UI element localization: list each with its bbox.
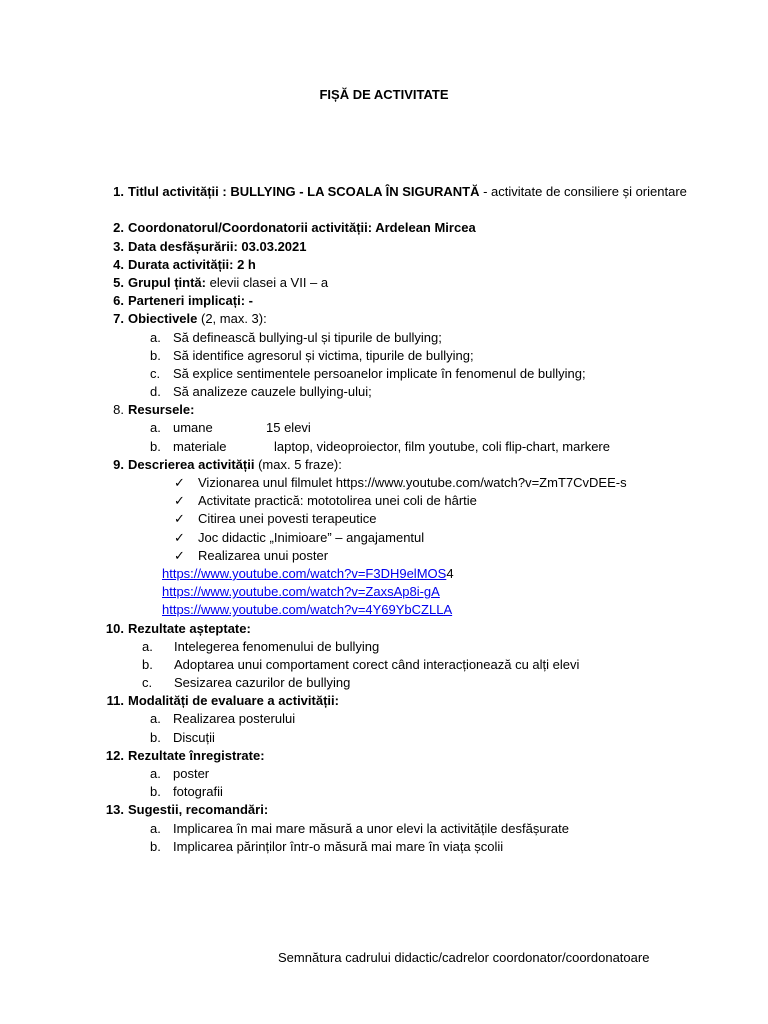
sub-text: Adoptarea unui comportament corect când interacționează cu alți elevi (174, 656, 580, 672)
sub-letter: a. (150, 420, 161, 436)
item-value: - activitate de consiliere și orientare (479, 184, 687, 199)
list-item-target-group (104, 274, 704, 292)
list-item-date (104, 238, 704, 256)
item-number: 9. (113, 456, 124, 472)
sub-item (142, 674, 704, 692)
list-item-recorded-results (104, 747, 704, 765)
sub-text: fotografii (173, 784, 223, 800)
sub-letter: a. (150, 329, 161, 345)
sub-letter: b. (150, 838, 161, 854)
item-number: 5. (113, 274, 124, 290)
sub-item (150, 783, 704, 801)
sub-item (150, 347, 704, 365)
sub-item (150, 710, 704, 728)
item-text (128, 401, 704, 419)
sub-letter: a. (150, 766, 161, 782)
sub-letter: b. (150, 729, 161, 745)
video-link[interactable]: https://www.youtube.com/watch?v=4Y69YbCZLLA (162, 602, 453, 618)
sub-text: Implicarea părinților într-o măsură mai mare în viața școlii (173, 838, 504, 854)
list-item-coordinator (104, 219, 704, 237)
sub-letter: b. (150, 438, 161, 454)
sub-item (150, 365, 704, 383)
item-number: 3. (113, 238, 124, 254)
item-label: Titlul activității : BULLYING - LA SCOALA ÎN SIGURANTĂ (128, 184, 480, 199)
video-link-row (162, 583, 704, 601)
check-item (174, 510, 704, 528)
video-link-row (162, 601, 704, 619)
check-item (174, 492, 704, 510)
sub-text: Să explice sentimentele persoanelor implicate în fenomenul de bullying; (173, 365, 586, 381)
page-title: FIȘĂ DE ACTIVITATE (319, 87, 449, 102)
sub-letter: a. (150, 711, 161, 727)
item-number: 2. (113, 220, 124, 236)
sub-item (150, 383, 704, 401)
checkmark-icon: ✓ (174, 511, 185, 527)
sub-text: Realizarea posterului (173, 711, 296, 727)
item-label: Rezultate înregistrate: (128, 747, 265, 763)
item-text (128, 310, 704, 328)
check-text: Joc didactic „Inimioare” – angajamentul (198, 529, 425, 545)
sub-item (150, 438, 704, 456)
sub-text: Implicarea în mai mare măsură a unor elevi la activitățile desfășurate (173, 820, 569, 836)
checkmark-icon: ✓ (174, 493, 185, 509)
item-text (128, 238, 704, 256)
item-label: Descrierea activității (128, 456, 255, 472)
item-number: 12. (105, 747, 124, 763)
list-item-evaluation (104, 692, 704, 710)
link-suffix: 4 (446, 565, 454, 581)
item-number: 8. (113, 402, 124, 418)
item-label: Coordonatorul/Coordonatorii activității: Ardelean Mircea (128, 220, 476, 236)
sub-item (150, 329, 704, 347)
sub-text: Discuții (173, 729, 215, 745)
item-text (128, 620, 704, 638)
sub-text: Să identifice agresorul și victima, tipurile de bullying; (173, 347, 474, 363)
item-text (128, 274, 704, 292)
sub-letter: c. (142, 675, 153, 691)
sub-letter: b. (142, 656, 153, 672)
checkmark-icon: ✓ (174, 475, 185, 491)
check-text: Citirea unei povesti terapeutice (198, 511, 377, 527)
item-text (128, 219, 704, 237)
item-number: 7. (113, 311, 124, 327)
item-value: (2, max. 3): (197, 311, 267, 327)
sub-value: laptop, videoproiector, film youtube, coli flip-chart, markere (274, 438, 610, 454)
item-label: Parteneri implicați: - (128, 293, 253, 309)
sub-item (142, 656, 704, 674)
check-item (174, 547, 704, 565)
sub-letter: c. (150, 365, 161, 381)
list-item-suggestions (104, 801, 704, 819)
sub-text: Sesizarea cazurilor de bullying (174, 675, 351, 691)
list-item-duration (104, 256, 704, 274)
sub-item (142, 638, 704, 656)
item-label: Data desfășurării: 03.03.2021 (128, 238, 307, 254)
sub-letter: b. (150, 784, 161, 800)
check-item (174, 529, 704, 547)
item-value: elevii clasei a VII – a (206, 274, 329, 290)
video-link[interactable]: https://www.youtube.com/watch?v=F3DH9elMOS (162, 565, 447, 581)
sub-item (150, 765, 704, 783)
item-label: Sugestii, recomandări: (128, 802, 269, 818)
video-link-row (162, 565, 704, 583)
sub-text: umane (173, 420, 213, 436)
sub-text: Să analizeze cauzele bullying-ului; (173, 384, 372, 400)
sub-text: Intelegerea fenomenului de bullying (174, 638, 380, 654)
item-text (128, 692, 704, 710)
sub-item (150, 419, 704, 437)
check-item (174, 474, 704, 492)
activity-list (104, 183, 704, 856)
sub-item (150, 838, 704, 856)
sub-letter: a. (142, 638, 153, 654)
check-text: Activitate practică: mototolirea unei coli de hârtie (198, 493, 477, 509)
item-number: 13. (105, 802, 124, 818)
list-item-expected-results (104, 620, 704, 638)
item-label: Resursele: (128, 402, 195, 418)
item-number: 4. (113, 256, 124, 272)
item-text (128, 456, 704, 474)
sub-letter: a. (150, 820, 161, 836)
item-value: (max. 5 fraze): (254, 456, 342, 472)
sub-text: materiale (173, 438, 227, 454)
video-link[interactable]: https://www.youtube.com/watch?v=ZaxsAp8i-gA (162, 584, 440, 600)
sub-value: 15 elevi (266, 420, 311, 436)
item-number: 6. (113, 293, 124, 309)
sub-letter: b. (150, 347, 161, 363)
sub-text: poster (173, 766, 210, 782)
item-label: Durata activității: 2 h (128, 256, 256, 272)
item-number: 1. (113, 184, 124, 199)
item-label: Obiectivele (128, 311, 198, 327)
list-item-objectives (104, 310, 704, 328)
item-text (128, 256, 704, 274)
list-item-description (104, 456, 704, 474)
sub-item (150, 729, 704, 747)
signature-line: Semnătura cadrului didactic/cadrelor coordonator/coordonatoare (278, 950, 650, 965)
item-label: Modalități de evaluare a activității: (128, 693, 339, 709)
sub-letter: d. (150, 384, 161, 400)
item-text (128, 801, 704, 819)
item-text (128, 183, 704, 201)
checkmark-icon: ✓ (174, 529, 185, 545)
check-text: Realizarea unui poster (198, 547, 329, 563)
sub-text: Să definească bullying-ul și tipurile de bullying; (173, 329, 442, 345)
item-text (128, 747, 704, 765)
list-item-partners (104, 292, 704, 310)
sub-item (150, 820, 704, 838)
item-label: Rezultate așteptate: (128, 620, 251, 636)
item-text (128, 292, 704, 310)
item-label: Grupul țintă: (128, 274, 206, 290)
check-text: Vizionarea unul filmulet https://www.youtube.com/watch?v=ZmT7CvDEE-s (198, 475, 627, 491)
list-item-resources (104, 401, 704, 419)
checkmark-icon: ✓ (174, 547, 185, 563)
list-item-title (104, 183, 704, 219)
item-number: 11. (106, 693, 124, 709)
item-number: 10. (105, 620, 124, 636)
